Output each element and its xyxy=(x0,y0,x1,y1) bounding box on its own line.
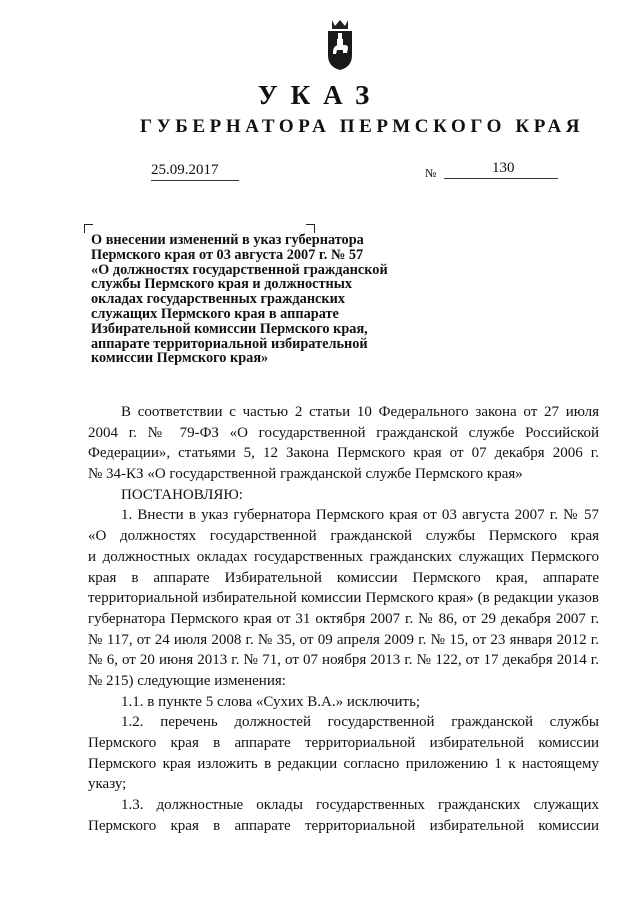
body-line: «О должностях государственной гражданской службы Пермского края xyxy=(88,528,599,545)
body-line: № 6, от 20 июня 2013 г. № 71, от 07 ноября 2013 г. № 122, от 17 декабря 2014 г. xyxy=(88,652,599,669)
heading-line: комиссии Пермского края» xyxy=(91,350,269,367)
body-line: № 34-КЗ «О государственной гражданской службе Пермского края» xyxy=(88,466,523,483)
decree-title: УКАЗ xyxy=(257,80,383,110)
number-label: № xyxy=(425,166,437,180)
heading-line: службы Пермского края и должностных xyxy=(91,276,353,293)
heading-line: окладах государственных гражданских xyxy=(91,291,346,308)
decree-number: 130 xyxy=(492,160,515,176)
body-line: указу; xyxy=(88,776,127,793)
heading-line: О внесении изменений в указ губернатора xyxy=(91,232,364,248)
heading-line: «О должностях государственной гражданской xyxy=(91,261,388,278)
body-line: территориальной избирательной комиссии Пермского края» (в редакции указов xyxy=(88,590,599,607)
decree-heading xyxy=(91,233,421,366)
decree-body xyxy=(88,402,599,836)
decree-date: 25.09.2017 xyxy=(151,162,239,181)
body-line: и должностных окладах государственных гражданских служащих Пермского xyxy=(88,548,599,565)
heading-line: Избирательной комиссии Пермского края, xyxy=(91,320,368,337)
body-line: 1. Внести в указ губернатора Пермского края от 03 августа 2007 г. № 57 xyxy=(121,507,599,524)
body-line: № 215) следующие изменения: xyxy=(88,672,286,689)
body-line: губернатора Пермского края от 31 октября 2007 г. № 86, от 29 декабря 2007 г. xyxy=(88,610,599,627)
body-line: Пермского края в аппарате территориальной избирательной комиссии xyxy=(88,735,599,751)
body-line: 1.2. перечень должностей государственной гражданской службы xyxy=(121,714,599,731)
body-line: ПОСТАНОВЛЯЮ: xyxy=(121,486,243,503)
heading-line: Пермского края от 03 августа 2007 г. № 57 xyxy=(91,246,364,263)
body-line: 1.1. в пункте 5 слова «Сухих В.А.» исключить; xyxy=(121,693,421,710)
body-line: В соответствии с частью 2 статьи 10 Федерального закона от 27 июля xyxy=(121,404,599,420)
heading-line: служащих Пермского края в аппарате xyxy=(91,305,339,322)
decree-subtitle: ГУБЕРНАТОРА ПЕРМСКОГО КРАЯ xyxy=(140,116,585,137)
body-line: Пермского края изложить в редакции согласно приложению 1 к настоящему xyxy=(88,755,599,772)
body-line: Федерации», статьями 5, 12 Закона Пермского края от 07 декабря 2006 г. xyxy=(88,445,599,462)
body-line: 2004 г. № 79-ФЗ «О государственной гражданской службе Российской xyxy=(88,424,599,441)
heading-line: аппарате территориальной избирательной xyxy=(91,335,368,352)
body-line: № 117, от 24 июля 2008 г. № 35, от 09 апреля 2009 г. № 15, от 23 января 2012 г. xyxy=(88,631,599,648)
body-line: края в аппарате Избирательной комиссии Пермского края, аппарате xyxy=(88,569,599,586)
body-line: 1.3. должностные оклады государственных гражданских служащих xyxy=(121,797,599,814)
coat-of-arms-icon xyxy=(323,17,357,71)
body-line: Пермского края в аппарате территориальной избирательной комиссии xyxy=(88,817,599,834)
number-underline xyxy=(444,178,558,179)
